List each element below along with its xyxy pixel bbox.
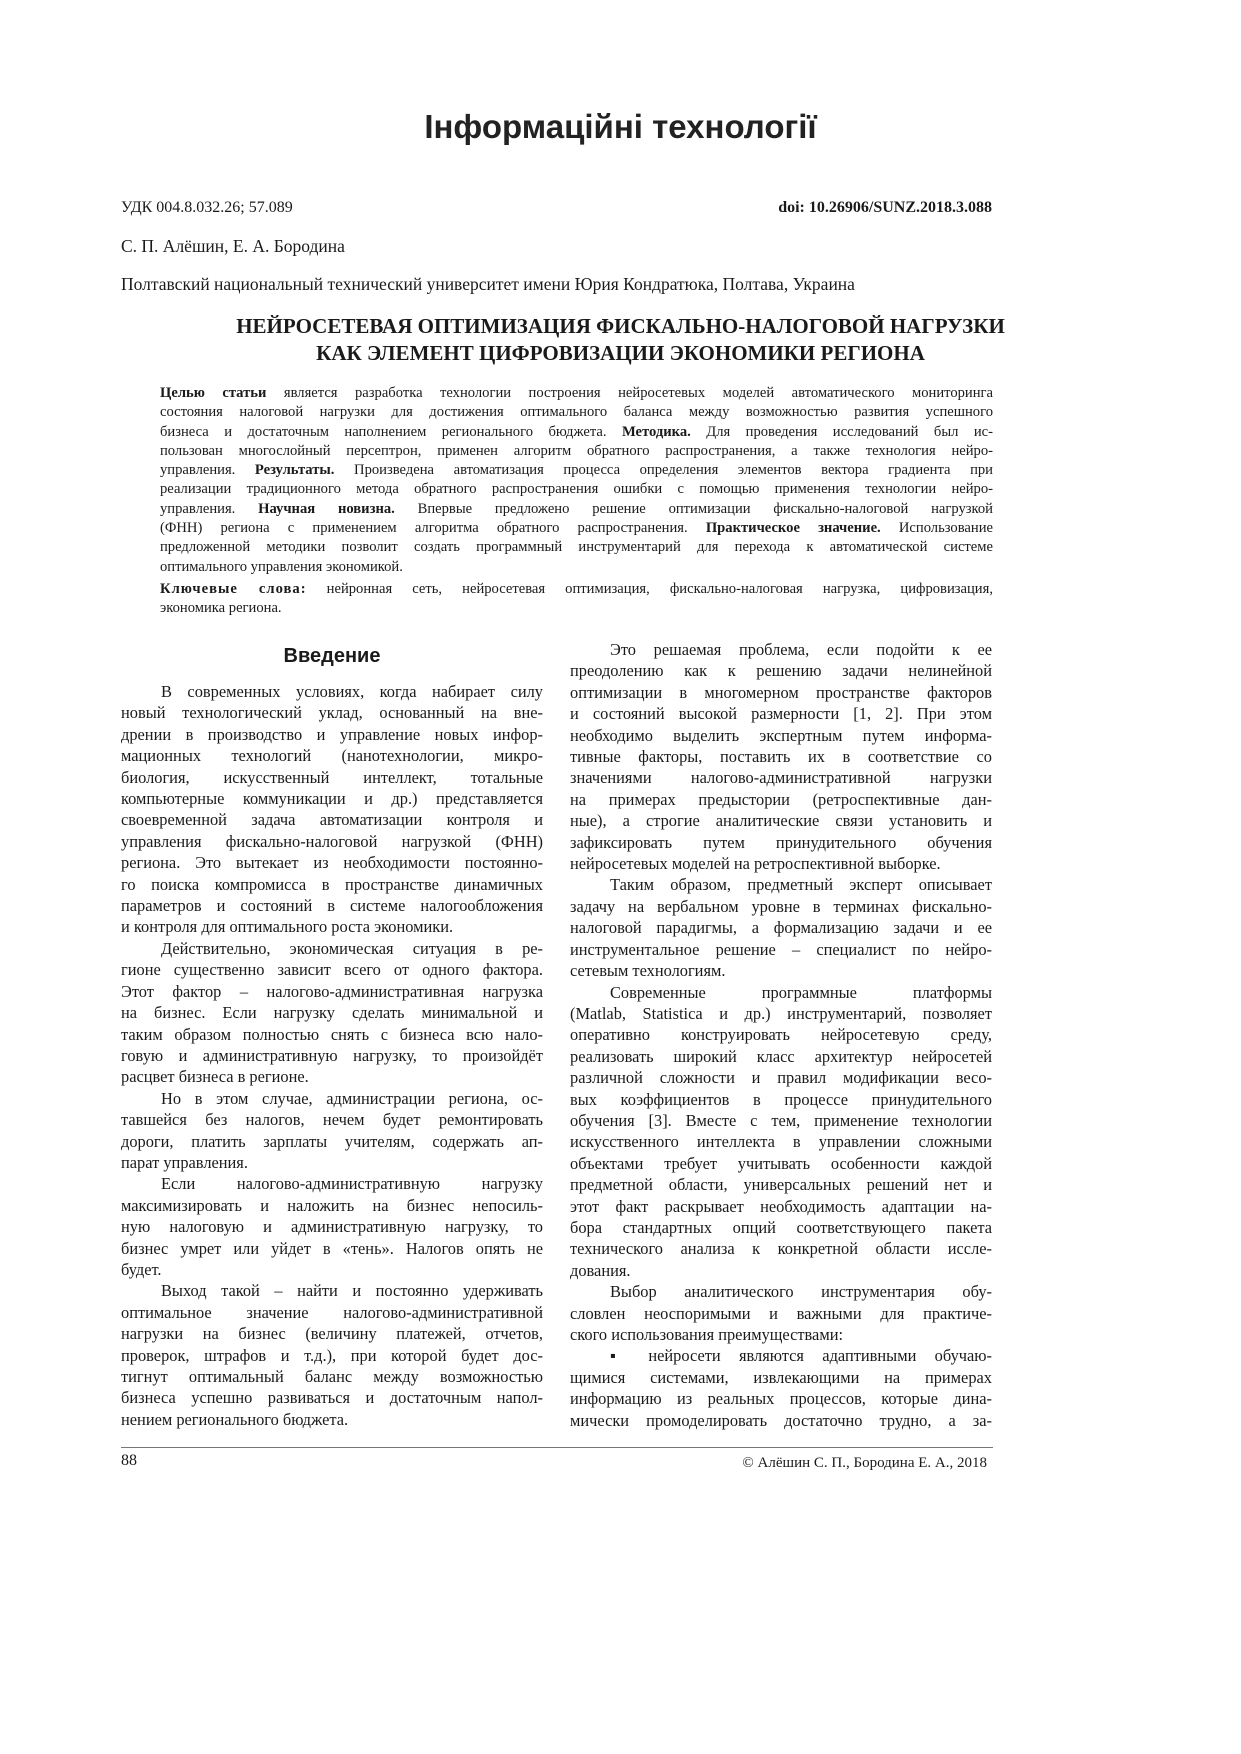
text-line: вых коэффициентов в процессе принудительного xyxy=(570,1089,992,1109)
text-line: таким образом полностью снять с бизнеса всю нало- xyxy=(121,1024,543,1044)
abstract-text: управления. xyxy=(160,500,259,517)
abstract-text: оптимального управления экономикой. xyxy=(160,558,403,575)
text-line: компьютерные коммуникации и др.) представляется xyxy=(121,789,543,809)
text-line: нагрузки на бизнес (величину платежей, отчетов, xyxy=(121,1324,543,1344)
text-line: тивные факторы, поставить их в соответствие со xyxy=(570,747,992,767)
text-line: нением регионального бюджета. xyxy=(121,1409,349,1429)
text-line: и состояний высокой размерности [1, 2]. При этом xyxy=(570,704,992,724)
text-line: региона. Это вытекает из необходимости постоянно- xyxy=(121,853,543,873)
left-column xyxy=(121,681,543,1430)
text-line: Но в этом случае, администрации региона, ос- xyxy=(161,1088,543,1108)
abstract-text: предложенной методики позволит создать программный инструментарий для перехода к автоматической системе xyxy=(160,539,993,556)
text-line: налоговой парадигмы, а формализацию задачи и ее xyxy=(570,918,992,938)
text-line: оптимизации в многомерном пространстве факторов xyxy=(570,682,992,702)
abstract-line xyxy=(160,423,993,442)
text-line: мационных технологий (нанотехнологии, микро- xyxy=(121,746,543,766)
paragraph xyxy=(121,938,543,1088)
keywords-line: экономика региона. xyxy=(160,600,282,617)
text-line: биология, искусственный интеллект, тотальные xyxy=(121,767,543,787)
abstract-line xyxy=(160,384,993,403)
text-line: Современные программные платформы xyxy=(610,982,992,1002)
text-line: реализовать широкий класс архитектур нейросетей xyxy=(570,1046,992,1066)
abstract-text: является разработка технологии построения нейросетевых моделей автоматического мониторинга xyxy=(266,385,994,401)
text-line: на бизнес. Если нагрузку сделать минимальной и xyxy=(121,1003,543,1023)
text-line: необходимо выделить экспертным путем информа- xyxy=(570,725,992,745)
abstract-line xyxy=(160,558,993,577)
abstract-line xyxy=(160,403,993,422)
text-line: бора стандартных опций соответствующего пакета xyxy=(570,1217,992,1237)
authors: С. П. Алёшин, Е. А. Бородина xyxy=(121,236,345,256)
article-title-line: НЕЙРОСЕТЕВАЯ ОПТИМИЗАЦИЯ ФИСКАЛЬНО-НАЛОГОВОЙ НАГРУЗКИ xyxy=(236,314,1005,338)
text-line: гионе существенно зависит всего от одного фактора. xyxy=(121,960,543,980)
text-line: обучения [3]. Вместе с тем, применение технологии xyxy=(570,1110,992,1130)
abstract-section-label: Методика. xyxy=(621,423,691,440)
text-line: значениями налогово-административной нагрузки xyxy=(570,768,992,788)
text-line: этот факт раскрывает необходимость адаптации на- xyxy=(570,1196,992,1216)
abstract xyxy=(160,384,993,577)
journal-section-title: Інформаційні технології xyxy=(424,108,817,145)
paragraph xyxy=(121,1173,543,1280)
abstract-line xyxy=(160,538,993,557)
text-line: тигнут оптимальный баланс между возможностью xyxy=(121,1367,543,1386)
text-line: ▪ нейросети являются адаптивными обучаю- xyxy=(610,1346,992,1366)
text-line: Таким образом, предметный эксперт описывает xyxy=(610,875,992,895)
text-line: дования. xyxy=(570,1260,631,1280)
udk-code: УДК 004.8.032.26; 57.089 xyxy=(121,199,293,216)
text-line: оперативно конструировать нейросетевую среду, xyxy=(570,1025,992,1045)
right-column xyxy=(570,639,992,1431)
page-number: 88 xyxy=(121,1452,137,1469)
text-line: и контроля для оптимального роста экономики. xyxy=(121,917,454,937)
text-line: мически промоделировать достаточно трудно, а за- xyxy=(570,1410,992,1430)
abstract-line xyxy=(160,442,993,461)
abstract-section-label: Практическое значение. xyxy=(705,520,881,537)
text-line: словлен неоспоримыми и важными для практиче- xyxy=(570,1303,992,1323)
paragraph xyxy=(121,1280,543,1430)
text-line: искусственного интеллекта в управлении сложными xyxy=(570,1132,992,1152)
article-title xyxy=(0,313,1241,367)
text-line: бизнес умрет или уйдет в «тень». Налогов опять не xyxy=(121,1238,543,1258)
text-line: инструментальное решение – специалист по нейро- xyxy=(570,939,992,959)
text-line: Если налогово-административную нагрузку xyxy=(161,1174,543,1194)
text-line: на примерах предыстории (ретроспективные дан- xyxy=(570,789,992,809)
text-line: дороги, платить зарплаты учителям, содержать ап- xyxy=(121,1131,543,1151)
text-line: Это решаемая проблема, если подойти к ее xyxy=(610,640,992,659)
text-line: парат управления. xyxy=(121,1152,248,1172)
abstract-text: реализации традиционного метода обратного распространения ошибки с помощью применения технологии нейро- xyxy=(160,481,993,498)
text-line: нейросетевых моделей на ретроспективной выборке. xyxy=(570,854,941,874)
abstract-line xyxy=(160,519,993,538)
article-title-line: КАК ЭЛЕМЕНТ ЦИФРОВИЗАЦИИ ЭКОНОМИКИ РЕГИОНА xyxy=(316,341,925,365)
text-line: параметров и состояний в системе налогообложения xyxy=(121,896,543,916)
text-line: (Matlab, Statistica и др.) инструментарий, позволяет xyxy=(570,1003,992,1023)
abstract-text: Произведена автоматизация процесса определения элементов вектора градиента при xyxy=(334,462,993,479)
keywords-text: нейронная сеть, нейросетевая оптимизация, фискально-налоговая нагрузка, цифровизация, xyxy=(306,581,993,597)
text-line: дрении в производство и управление новых инфор- xyxy=(121,724,543,744)
text-line: Выход такой – найти и постоянно удерживать xyxy=(161,1281,543,1301)
text-line: новый технологический уклад, основанный на вне- xyxy=(121,703,543,723)
section-heading-introduction: Введение xyxy=(283,645,381,667)
abstract-section-label: Целью статьи xyxy=(160,385,267,401)
abstract-section-label: Научная новизна. xyxy=(258,500,395,517)
text-line: расцвет бизнеса в регионе. xyxy=(121,1067,309,1087)
text-line: будет. xyxy=(121,1259,162,1279)
text-line: максимизировать и наложить на бизнес непосиль- xyxy=(121,1195,543,1215)
text-line: ные), а строгие аналитические связи установить и xyxy=(570,811,992,831)
abstract-text: управления. xyxy=(160,462,255,479)
text-line: своевременной задача автоматизации контроля и xyxy=(121,810,543,830)
doi: doi: 10.26906/SUNZ.2018.3.088 xyxy=(778,199,992,216)
text-line: ную налоговую и административную нагрузку, то xyxy=(121,1217,543,1237)
abstract-text: состояния налоговой нагрузки для достижения оптимального баланса между возможностью развития успешного xyxy=(160,404,993,421)
paragraph xyxy=(121,681,543,938)
text-line: В современных условиях, когда набирает силу xyxy=(161,682,543,701)
text-line: технического анализа к конкретной области иссле- xyxy=(570,1239,992,1259)
text-line: говую и административную нагрузку, то произойдёт xyxy=(121,1045,543,1065)
text-line: бизнеса успешно развиваться и достаточным напол- xyxy=(121,1388,543,1408)
abstract-line xyxy=(160,461,993,480)
text-line: различной сложности и правил модификации весо- xyxy=(570,1068,992,1088)
text-line: предметной области, универсальных решений нет и xyxy=(570,1175,992,1195)
abstract-text: пользован многослойный персептрон, применен алгоритм обратного распространения, а также технология нейро- xyxy=(160,442,993,459)
copyright: © Алёшин С. П., Бородина Е. А., 2018 xyxy=(742,1455,987,1471)
text-line: управления фискально-налоговой нагрузкой (ФНН) xyxy=(121,831,543,851)
text-line: зафиксировать путем принудительного обучения xyxy=(570,832,992,852)
affiliation: Полтавский национальный технический университет имени Юрия Кондратюка, Полтава, Украина xyxy=(121,274,855,294)
paragraph xyxy=(121,1088,543,1174)
abstract-text: Для проведения исследований был ис- xyxy=(690,423,994,440)
keywords-line xyxy=(160,580,993,599)
text-line: задачу на вербальном уровне в терминах фискально- xyxy=(570,896,992,916)
paragraph xyxy=(570,874,992,981)
keywords-label: Ключевые слова: xyxy=(160,581,307,597)
text-line: проверок, штрафов и т.д.), при которой будет дос- xyxy=(121,1345,543,1365)
abstract-text: бизнеса и достаточным наполнением регионального бюджета. xyxy=(160,423,622,440)
text-line: информацию из реальных процессов, которые дина- xyxy=(570,1389,992,1409)
text-line: тавшейся без налогов, нечем будет ремонтировать xyxy=(121,1110,543,1130)
abstract-section-label: Результаты. xyxy=(254,462,335,479)
footer-divider xyxy=(121,1447,993,1448)
text-line: оптимальное значение налогово-административной xyxy=(121,1302,543,1322)
paragraph xyxy=(570,982,992,1282)
abstract-text: Использование xyxy=(880,520,993,537)
text-line: сетевым технологиям. xyxy=(570,961,726,981)
paragraph xyxy=(570,1345,992,1431)
text-line: преодолению как к решению задачи нелинейной xyxy=(570,661,992,681)
paragraph xyxy=(570,1281,992,1345)
text-line: го поиска компромисса в пространстве динамичных xyxy=(121,874,543,894)
text-line: Выбор аналитического инструментария обу- xyxy=(610,1282,992,1302)
abstract-text: Впервые предложено решение оптимизации фискально-налоговой нагрузкой xyxy=(394,500,993,517)
paragraph xyxy=(570,639,992,874)
keywords xyxy=(160,580,993,619)
abstract-text: (ФНН) региона с применением алгоритма обратного распространения. xyxy=(160,520,706,537)
abstract-line xyxy=(160,480,993,499)
text-line: Этот фактор – налогово-административная нагрузка xyxy=(121,981,543,1001)
abstract-line xyxy=(160,500,993,519)
text-line: ского использования преимуществами: xyxy=(570,1325,844,1344)
text-line: объектами требует учитывать особенности каждой xyxy=(570,1153,992,1173)
text-line: щимися системами, извлекающими на примерах xyxy=(570,1367,992,1387)
text-line: Действительно, экономическая ситуация в ре- xyxy=(161,938,543,958)
